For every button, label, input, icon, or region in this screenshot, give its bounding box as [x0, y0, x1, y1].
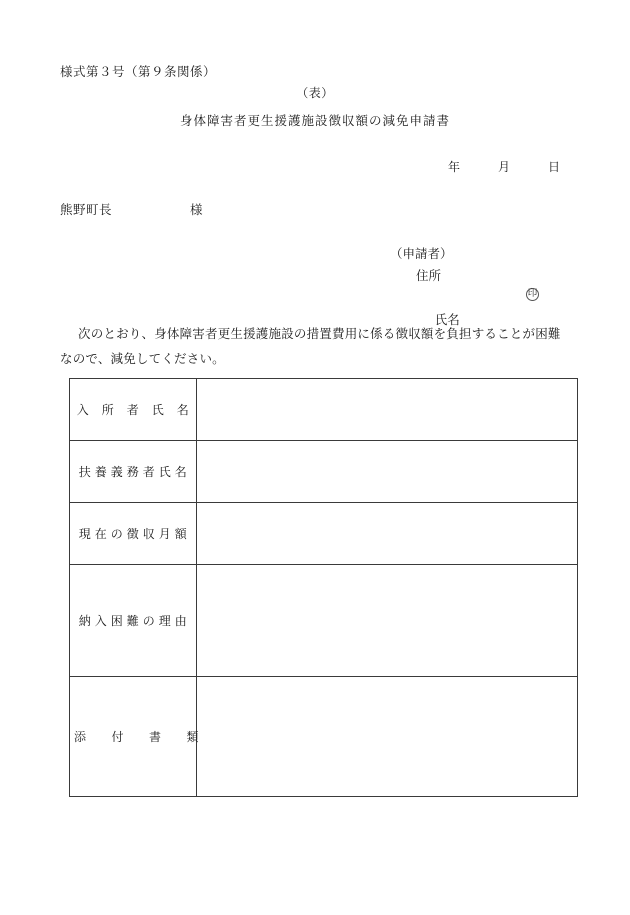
seal-icon: 印 [527, 289, 538, 299]
row-value[interactable] [197, 503, 578, 565]
row-label: 扶 養 義 務 者 氏 名 [70, 441, 197, 503]
row-value[interactable] [197, 379, 578, 441]
form-number: 様式第３号（第９条関係） [60, 65, 217, 79]
applicant-address-label: 住所 [416, 269, 442, 283]
side-mark: （表） [296, 86, 334, 100]
body-paragraph: 次のとおり、身体障害者更生援護施設の措置費用に係る徴収額を負担することが困難なので、減免してください。 [60, 327, 561, 366]
applicant-name-row [390, 287, 538, 327]
date-line-text: 年 月 日 [448, 160, 561, 174]
table-row [70, 677, 578, 797]
applicant-block [390, 243, 538, 327]
row-label: 添 付 書 類 [70, 677, 197, 797]
application-table-body [70, 379, 578, 797]
row-value[interactable] [197, 441, 578, 503]
page-title: 身体障害者更生援護施設徴収額の減免申請書 [179, 114, 450, 128]
row-label: 納 入 困 難 の 理 由 [70, 565, 197, 677]
row-label: 入 所 者 氏 名 [70, 379, 197, 441]
row-value[interactable] [197, 565, 578, 677]
table-row [70, 503, 578, 565]
row-label: 現 在 の 徴 収 月 額 [70, 503, 197, 565]
application-table [69, 378, 578, 797]
applicant-name-label: 氏名 [434, 313, 460, 327]
addressee-line: 熊野町長 様 [60, 203, 204, 217]
table-row [70, 441, 578, 503]
table-row [70, 565, 578, 677]
applicant-heading: （申請者） [390, 247, 453, 261]
table-row [70, 379, 578, 441]
row-value[interactable] [197, 677, 578, 797]
